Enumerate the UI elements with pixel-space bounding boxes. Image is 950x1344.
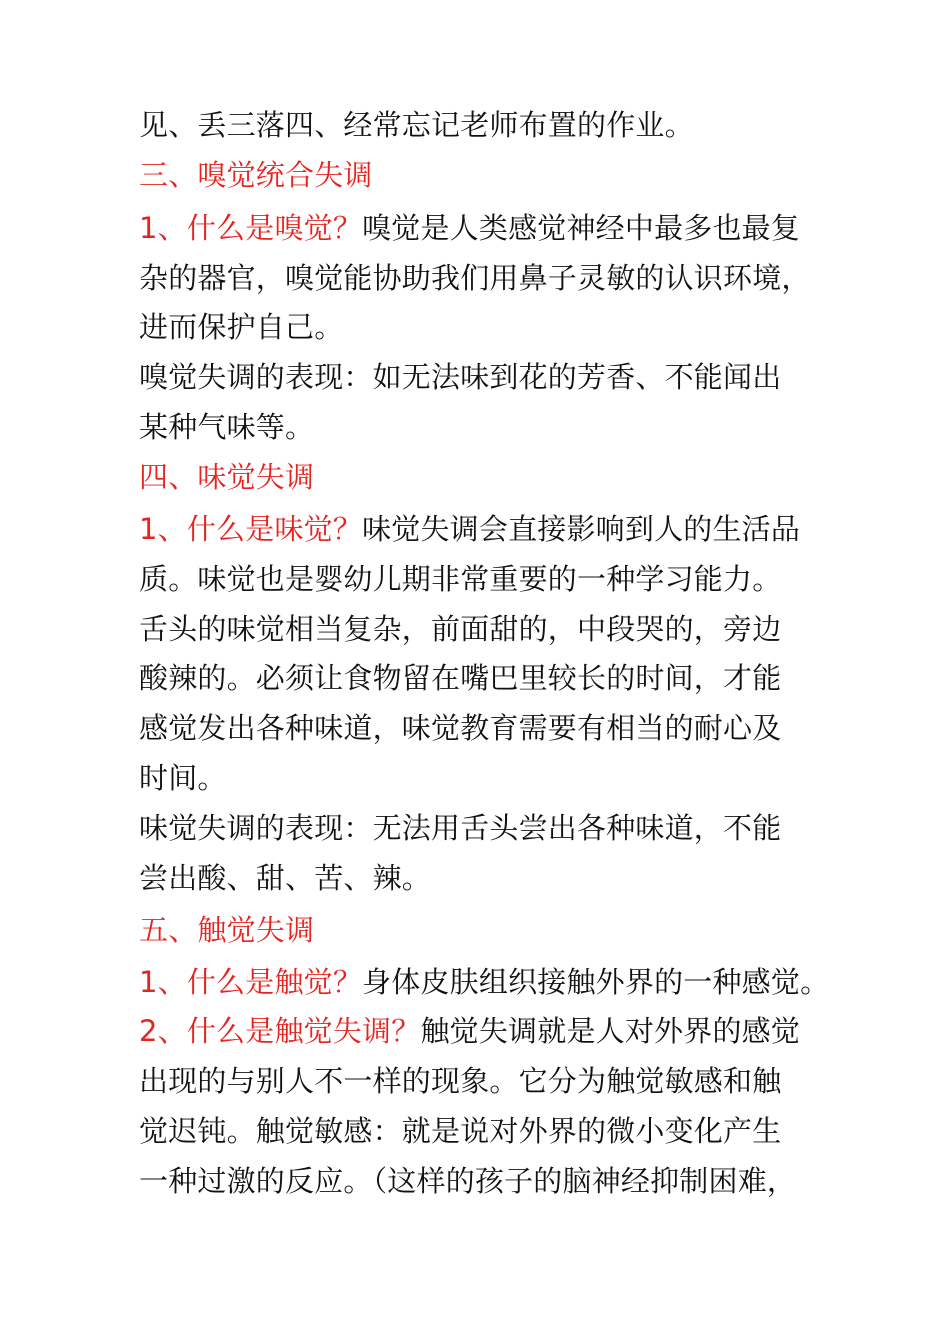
body-text: 尝出酸、甜、苦、辣。 — [139, 861, 432, 895]
body-text: 杂的器官，嗅觉能协助我们用鼻子灵敏的认识环境， — [139, 261, 811, 295]
section-heading-text: 五、触觉失调 — [139, 913, 315, 947]
question-label: 1、什么是嗅觉？ — [139, 211, 363, 245]
body-line — [139, 107, 694, 143]
body-text: 感觉发出各种味道，味觉教育需要有相当的耐心及 — [139, 711, 782, 745]
body-text: 身体皮肤组织接触外界的一种感觉。 — [362, 965, 830, 999]
question-line-touch-disorder — [139, 1013, 800, 1049]
body-line — [139, 710, 781, 746]
body-line — [139, 1113, 781, 1149]
body-text: 舌头的味觉相当复杂，前面甜的，中段哭的，旁边 — [139, 612, 782, 646]
body-line — [139, 309, 343, 345]
body-line — [139, 760, 227, 796]
body-text: 某种气味等。 — [139, 410, 315, 444]
body-line — [139, 810, 781, 846]
section-heading-taste — [139, 459, 314, 495]
body-text: 一种过激的反应。（这样的孩子的脑神经抑制困难， — [139, 1164, 797, 1198]
section-heading-touch — [139, 912, 314, 948]
body-line — [139, 1163, 796, 1199]
body-text: 嗅觉失调的表现：如无法味到花的芳香、不能闻出 — [139, 360, 782, 394]
body-line — [139, 260, 811, 296]
question-line-taste — [139, 511, 800, 547]
body-text: 嗅觉是人类感觉神经中最多也最复 — [362, 211, 801, 245]
question-line-touch — [139, 964, 829, 1000]
body-text: 味觉失调的表现：无法用舌头尝出各种味道，不能 — [139, 811, 782, 845]
body-line — [139, 660, 781, 696]
body-text: 出现的与别人不一样的现象。它分为触觉敏感和触 — [139, 1064, 782, 1098]
section-heading-text: 三、嗅觉统合失调 — [139, 158, 373, 192]
section-heading-text: 四、味觉失调 — [139, 460, 315, 494]
body-line — [139, 561, 781, 597]
body-text: 见、丢三落四、经常忘记老师布置的作业。 — [139, 108, 694, 142]
body-line — [139, 611, 781, 647]
question-label: 1、什么是触觉？ — [139, 965, 363, 999]
body-text: 质。味觉也是婴幼儿期非常重要的一种学习能力。 — [139, 562, 782, 596]
body-line — [139, 1063, 781, 1099]
question-line-smell — [139, 210, 800, 246]
body-text: 进而保护自己。 — [139, 310, 344, 344]
body-line — [139, 860, 431, 896]
question-label: 1、什么是味觉？ — [139, 512, 363, 546]
question-label: 2、什么是触觉失调？ — [139, 1014, 421, 1048]
body-text: 味觉失调会直接影响到人的生活品 — [362, 512, 801, 546]
body-text: 觉迟钝。触觉敏感：就是说对外界的微小变化产生 — [139, 1114, 782, 1148]
body-line — [139, 359, 781, 395]
body-text: 酸辣的。必须让食物留在嘴巴里较长的时间，才能 — [139, 661, 782, 695]
body-text: 时间。 — [139, 761, 227, 795]
section-heading-smell — [139, 157, 373, 193]
body-line — [139, 409, 314, 445]
body-text: 触觉失调就是人对外界的感觉 — [420, 1014, 801, 1048]
